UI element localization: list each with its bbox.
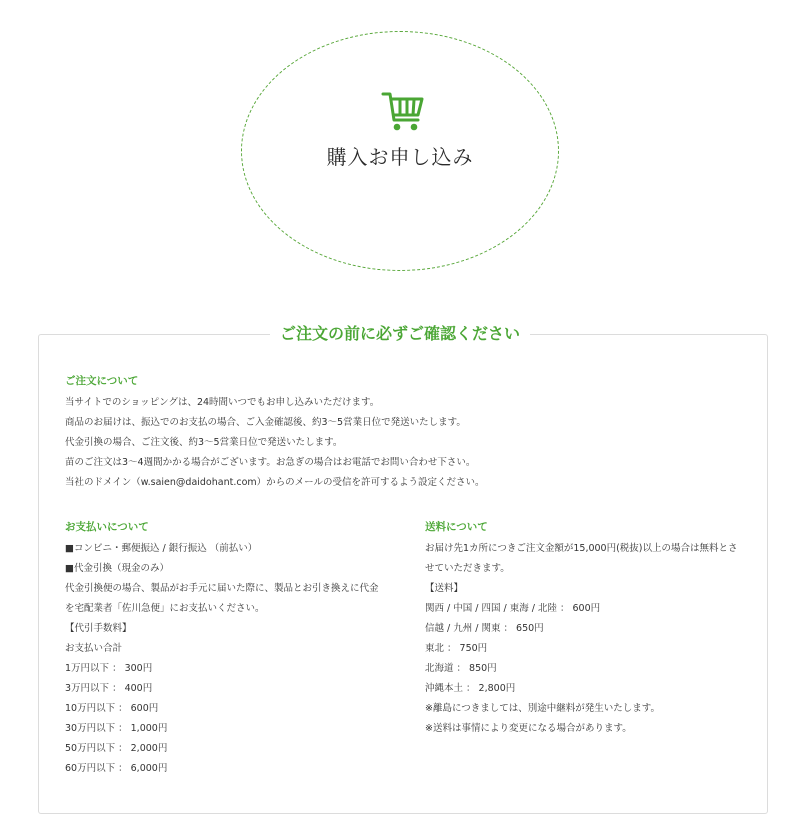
shipping-line: せていただきます。 xyxy=(425,563,510,574)
shipping-section-title: 送料について xyxy=(425,521,488,533)
order-line: 当社のドメイン（w.saien@daidohant.com）からのメールの受信を許可するよう設定ください。 xyxy=(65,477,485,488)
shipping-rate-row: 信越 / 九州 / 関東 ： 650円 xyxy=(425,623,544,634)
shipping-line: 【送料】 xyxy=(425,583,464,594)
payment-fee-row: 60万円以下 ： 6,000円 xyxy=(65,763,168,774)
order-line: 代金引換の場合、ご注文後、約3～5営業日位で発送いたします。 xyxy=(65,437,343,448)
shipping-rate-row: 北海道 ： 850円 xyxy=(425,663,497,674)
order-line: 当サイトでのショッピングは、24時間いつでもお申し込みいただけます。 xyxy=(65,397,380,408)
payment-line: お支払い合計 xyxy=(65,643,123,654)
order-line: 商品のお届けは、振込でのお支払の場合、ご入金確認後、約3～5営業日位で発送いたします。 xyxy=(65,417,466,428)
hero-title[interactable]: 購入お申し込み xyxy=(326,145,474,169)
payment-fee-row: 1万円以下 ： 300円 xyxy=(65,663,153,674)
shipping-line: お届け先1カ所につきご注文金額が15,000円(税抜)以上の場合は無料とさ xyxy=(425,543,738,554)
payment-fee-row: 10万円以下 ： 600円 xyxy=(65,703,159,714)
order-section-title: ご注文について xyxy=(65,375,139,387)
payment-fee-row: 30万円以下 ： 1,000円 xyxy=(65,723,168,734)
shipping-section xyxy=(425,517,750,739)
shipping-rate-row: 沖縄本土 ： 2,800円 xyxy=(425,683,516,694)
order-line: 苗のご注文は3～4週間かかる場合がございます。お急ぎの場合はお電話でお問い合わせ下さい。 xyxy=(65,457,476,468)
shipping-rate-row: 関西 / 中国 / 四国 / 東海 / 北陸 ： 600円 xyxy=(425,603,601,614)
payment-line: 【代引手数料】 xyxy=(65,623,132,634)
notice-heading xyxy=(0,324,800,344)
payment-fee-row: 3万円以下 ： 400円 xyxy=(65,683,153,694)
payment-section-title: お支払いについて xyxy=(65,521,149,533)
payment-fee-row: 50万円以下 ： 2,000円 xyxy=(65,743,168,754)
payment-line: ■コンビニ・郵便振込 / 銀行振込 （前払い） xyxy=(65,543,258,554)
shipping-rate-row: 東北 ： 750円 xyxy=(425,643,488,654)
shopping-cart-icon xyxy=(381,90,425,134)
payment-section xyxy=(65,517,405,779)
payment-line: を宅配業者「佐川急便」にお支払いください。 xyxy=(65,603,265,614)
payment-line: 代金引換便の場合、製品がお手元に届いた際に、製品とお引き換えに代金 xyxy=(65,583,379,594)
order-section xyxy=(65,371,745,493)
payment-line: ■代金引換（現金のみ） xyxy=(65,563,169,574)
shipping-note: ※送料は事情により変更になる場合があります。 xyxy=(425,723,632,734)
shipping-note: ※離島につきましては、別途中継料が発生いたします。 xyxy=(425,703,661,714)
notice-heading-text: ご注文の前に必ずご確認ください xyxy=(270,324,530,343)
